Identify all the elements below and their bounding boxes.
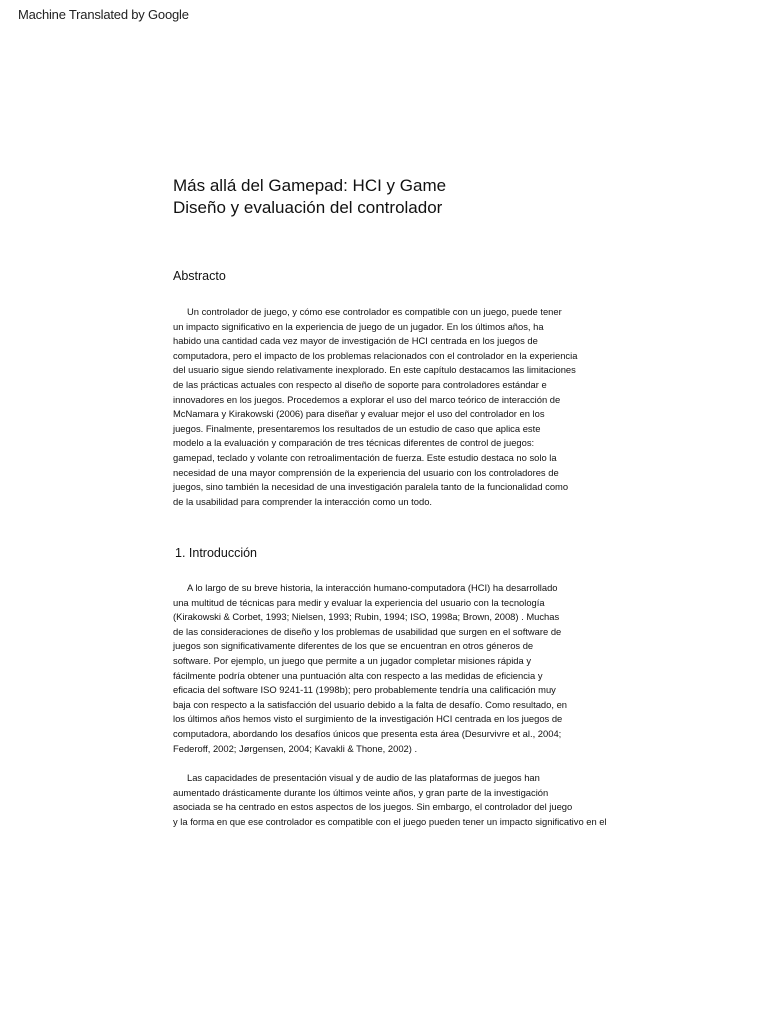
- body-paragraph-2: [173, 771, 607, 829]
- text-line: juegos, sino también la necesidad de una investigación paralela tanto de la funcionalidad como: [173, 481, 569, 493]
- text-line: asociada se ha centrado en estos aspectos de los juegos. Sin embargo, el controlador del juego: [173, 801, 573, 813]
- text-line: gamepad, teclado y volante con retroalimentación de fuerza. Este estudio destaca no solo la: [173, 451, 557, 463]
- text-line: un impacto significativo en la experiencia de juego de un jugador. En los últimos años, ha: [173, 320, 544, 332]
- text-line: computadora, pero el impacto de los problemas relacionados con el controlador en la experiencia: [173, 349, 578, 361]
- text-line: de las prácticas actuales con respecto al diseño de soporte para controladores estándar e: [173, 378, 547, 390]
- text-line: juegos. Finalmente, presentaremos los resultados de un estudio de caso que aplica este: [173, 422, 541, 434]
- text-line: necesidad de una mayor comprensión de la experiencia del usuario con los controladores de: [173, 466, 559, 478]
- text-line: aumentado drásticamente durante los últimos veinte años, y gran parte de la investigación: [173, 786, 549, 798]
- text-line: de las consideraciones de diseño y los problemas de usabilidad que surgen en el software de: [173, 625, 562, 637]
- text-line: modelo a la evaluación y comparación de tres técnicas diferentes de control de juegos:: [173, 437, 535, 449]
- text-line: y la forma en que ese controlador es compatible con el juego pueden tener un impacto significativo en el: [173, 815, 607, 827]
- text-line: McNamara y Kirakowski (2006) para diseñar y evaluar mejor el uso del controlador en los: [173, 408, 545, 420]
- text-line: una multitud de técnicas para medir y evaluar la experiencia del usuario con la tecnología: [173, 596, 545, 608]
- text-line: de la usabilidad para comprender la interacción como un todo.: [173, 495, 433, 507]
- machine-translation-banner: Machine Translated by Google: [18, 7, 189, 22]
- text-line: A lo largo de su breve historia, la interacción humano-computadora (HCI) ha desarrollado: [187, 582, 558, 593]
- text-line: fácilmente podría obtener una puntuación alta con respecto a las medidas de eficiencia y: [173, 669, 543, 681]
- text-line: computadora, abordando los desafíos únicos que presenta esta área (Desurvivre et al., 2004;: [173, 727, 562, 739]
- text-line: los últimos años hemos visto el surgimiento de la investigación HCI centrada en los juegos de: [173, 713, 563, 725]
- text-line: Un controlador de juego, y cómo ese controlador es compatible con un juego, puede tener: [187, 306, 562, 317]
- abstract-paragraph: [173, 305, 577, 509]
- text-line: juegos son significativamente diferentes de los que se encuentran en otros géneros de: [173, 640, 534, 652]
- intro-heading: 1. Introducción: [175, 546, 257, 560]
- text-line: eficacia del software ISO 9241-11 (1998b); pero probablemente tendría una calificación muy: [173, 684, 556, 696]
- title-line: Más allá del Gamepad: HCI y Game: [173, 176, 447, 195]
- text-line: habido una cantidad cada vez mayor de investigación de HCI centrada en los juegos de: [173, 335, 538, 347]
- title-line: Diseño y evaluación del controlador: [173, 198, 443, 217]
- text-line: (Kirakowski & Corbet, 1993; Nielsen, 1993; Rubin, 1994; ISO, 1998a; Brown, 2008) . Muchas: [173, 611, 560, 623]
- text-line: Las capacidades de presentación visual y de audio de las plataformas de juegos han: [187, 772, 540, 783]
- text-line: Federoff, 2002; Jørgensen, 2004; Kavakli & Thone, 2002) .: [173, 742, 418, 754]
- text-line: del usuario sigue siendo relativamente inexplorado. En este capítulo destacamos las limitaciones: [173, 364, 576, 376]
- abstract-heading: Abstracto: [173, 269, 226, 283]
- text-line: baja con respecto a la satisfacción del usuario debido a la falta de desafío. Como resultado, en: [173, 698, 567, 710]
- paper-title: [173, 175, 633, 219]
- intro-paragraph: [173, 581, 567, 756]
- text-line: software. Por ejemplo, un juego que permite a un jugador completar misiones rápida y: [173, 654, 532, 666]
- text-line: innovadores en los juegos. Procedemos a explorar el uso del marco teórico de interacción de: [173, 393, 561, 405]
